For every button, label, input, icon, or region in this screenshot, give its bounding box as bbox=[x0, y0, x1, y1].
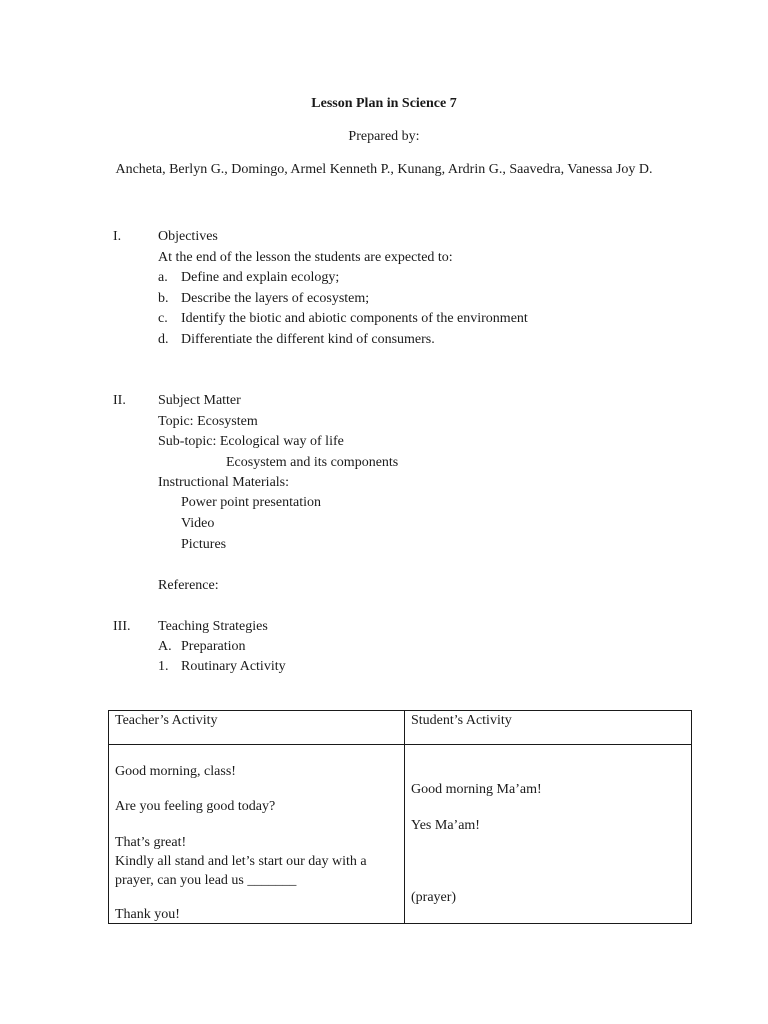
list-item-marker: d. bbox=[158, 332, 169, 347]
table-header-row bbox=[109, 711, 692, 745]
subtopic-line-2: Ecosystem and its components bbox=[226, 455, 399, 470]
teacher-header: Teacher’s Activity bbox=[115, 713, 218, 728]
teacher-line: Kindly all stand and let’s start our day with a bbox=[115, 854, 367, 869]
table-header-cell bbox=[405, 711, 692, 745]
item-marker: 1. bbox=[158, 659, 169, 674]
section-heading: Objectives bbox=[158, 229, 218, 244]
section-numeral: III. bbox=[113, 619, 131, 634]
reference-label: Reference: bbox=[158, 578, 219, 593]
prepared-by-label: Prepared by: bbox=[348, 129, 420, 144]
section-numeral: II. bbox=[113, 393, 126, 408]
table-row bbox=[109, 745, 692, 924]
section-heading: Subject Matter bbox=[158, 393, 241, 408]
list-item: Differentiate the different kind of consumers. bbox=[181, 332, 435, 347]
authors-line: Ancheta, Berlyn G., Domingo, Armel Kenneth P., Kunang, Ardrin G., Saavedra, Vanessa Joy D. bbox=[115, 162, 653, 177]
topic-line: Topic: Ecosystem bbox=[158, 414, 258, 429]
student-line: Good morning Ma’am! bbox=[411, 782, 542, 797]
student-line: (prayer) bbox=[411, 890, 457, 905]
teacher-line: Thank you! bbox=[115, 907, 180, 922]
teacher-cell bbox=[109, 745, 405, 924]
teacher-line: Are you feeling good today? bbox=[115, 799, 276, 814]
section-heading: Teaching Strategies bbox=[158, 619, 268, 634]
student-cell bbox=[405, 745, 692, 924]
sub-marker: A. bbox=[158, 639, 172, 654]
list-item-marker: b. bbox=[158, 291, 169, 306]
table-header-cell bbox=[109, 711, 405, 745]
list-item: Describe the layers of ecosystem; bbox=[181, 291, 370, 306]
list-item: Identify the biotic and abiotic components of the environment bbox=[181, 311, 528, 326]
list-item-marker: c. bbox=[158, 311, 168, 326]
material-item: Pictures bbox=[181, 537, 227, 552]
material-item: Power point presentation bbox=[181, 495, 321, 510]
list-item: Define and explain ecology; bbox=[181, 270, 340, 285]
student-line: Yes Ma’am! bbox=[411, 818, 480, 833]
student-header: Student’s Activity bbox=[411, 713, 512, 728]
section-numeral: I. bbox=[113, 229, 122, 244]
teacher-line: Good morning, class! bbox=[115, 764, 236, 779]
teacher-line: prayer, can you lead us _______ bbox=[115, 873, 297, 888]
activity-table bbox=[108, 710, 692, 924]
page-title: Lesson Plan in Science 7 bbox=[311, 96, 457, 111]
teacher-line: That’s great! bbox=[115, 835, 187, 850]
sub-heading: Preparation bbox=[181, 639, 246, 654]
subtopic-line: Sub-topic: Ecological way of life bbox=[158, 434, 344, 449]
objectives-intro: At the end of the lesson the students are expected to: bbox=[158, 250, 453, 265]
material-item: Video bbox=[181, 516, 215, 531]
materials-label: Instructional Materials: bbox=[158, 475, 290, 490]
item-heading: Routinary Activity bbox=[181, 659, 286, 674]
list-item-marker: a. bbox=[158, 270, 168, 285]
